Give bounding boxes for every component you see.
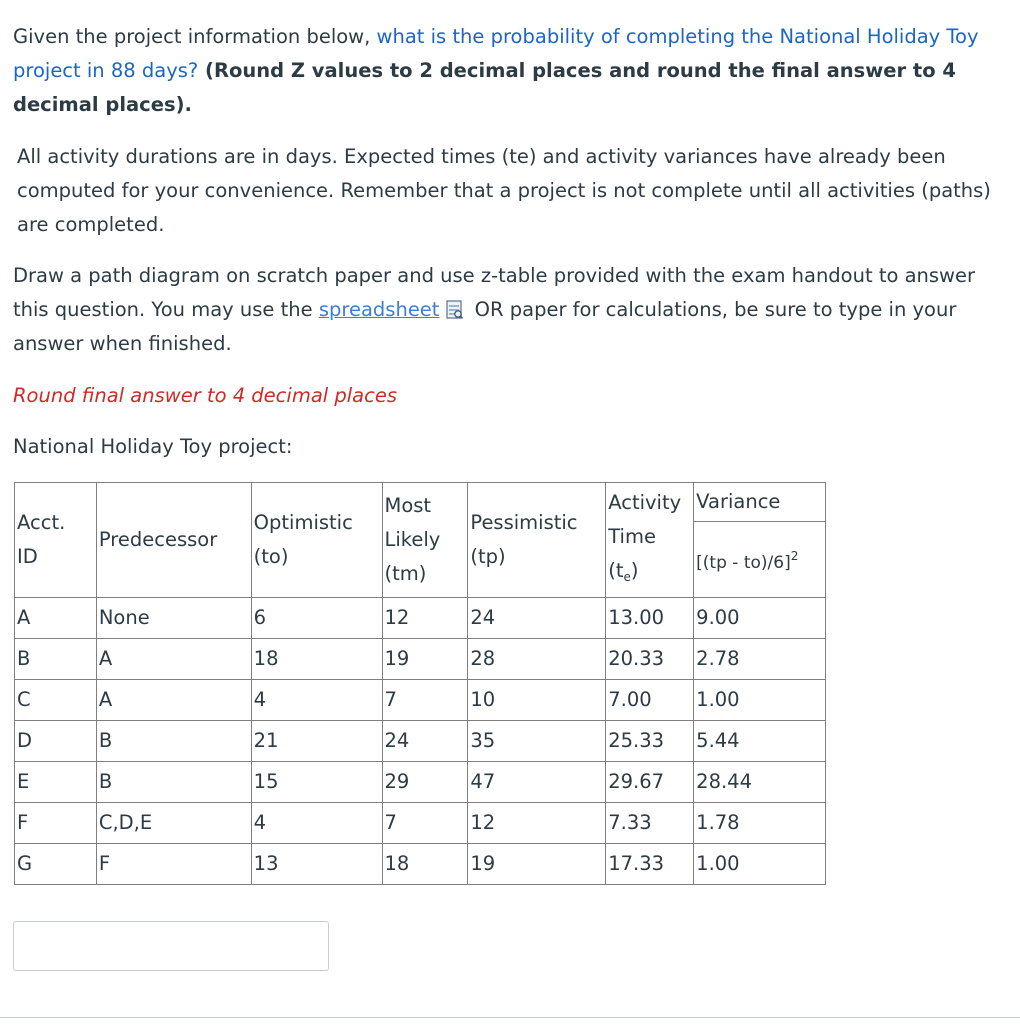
header-most-likely: Most Likely (tm)	[382, 483, 468, 598]
spreadsheet-link[interactable]: spreadsheet	[318, 298, 440, 321]
instructions-paragraph: Draw a path diagram on scratch paper and use z-table provided with the exam handout to answer this question. You may use the spreadsheet OR paper for calculations, be sure to type in your answer when finished.	[13, 264, 976, 355]
table-row: G F 13 18 19 17.33 1.00	[15, 844, 826, 885]
answer-input[interactable]	[13, 921, 329, 971]
header-predecessor: Predecessor	[96, 483, 251, 598]
question-text: Given the project information below, what is the probability of completing the National Holiday Toy project in 88 days? (Round Z values to 2 decimal places and round the final answer to 4 decimal places).	[13, 25, 979, 116]
bottom-divider	[0, 1017, 1020, 1018]
table-row: D B 21 24 35 25.33 5.44	[15, 721, 826, 762]
table-row: F C,D,E 4 7 12 7.33 1.78	[15, 803, 826, 844]
table-row: C A 4 7 10 7.00 1.00	[15, 680, 826, 721]
round-note: Round final answer to 4 decimal places	[13, 384, 398, 407]
header-variance-formula: [(tp - to)/6]$^2$	[694, 522, 826, 598]
table-header-row-1	[15, 483, 826, 522]
header-optimistic: Optimistic (to)	[251, 483, 382, 598]
question-rounding-note: (Round Z values to 2 decimal places and round the final answer to 4 decimal places).	[13, 59, 956, 116]
header-pessimistic: Pessimistic (tp)	[468, 483, 606, 598]
question-highlight: what is the probability of completing the National Holiday Toy project in 88 days?	[13, 25, 979, 82]
activity-table	[14, 482, 826, 885]
project-title: National Holiday Toy project:	[13, 435, 293, 458]
table-row: B A 18 19 28 20.33 2.78	[15, 639, 826, 680]
header-activity-time: Activity Time $(t_e)$	[606, 483, 694, 598]
header-variance: Variance	[694, 483, 826, 522]
spreadsheet-icon[interactable]	[445, 300, 464, 319]
table-row: A None 6 12 24 13.00 9.00	[15, 598, 826, 639]
header-acct-id: Acct. ID	[15, 483, 97, 598]
info-paragraph: All activity durations are in days. Expected times (te) and activity variances have already been computed for your convenience. Remember that a project is not complete until all activities (paths) are completed.	[17, 145, 991, 236]
table-row: E B 15 29 47 29.67 28.44	[15, 762, 826, 803]
